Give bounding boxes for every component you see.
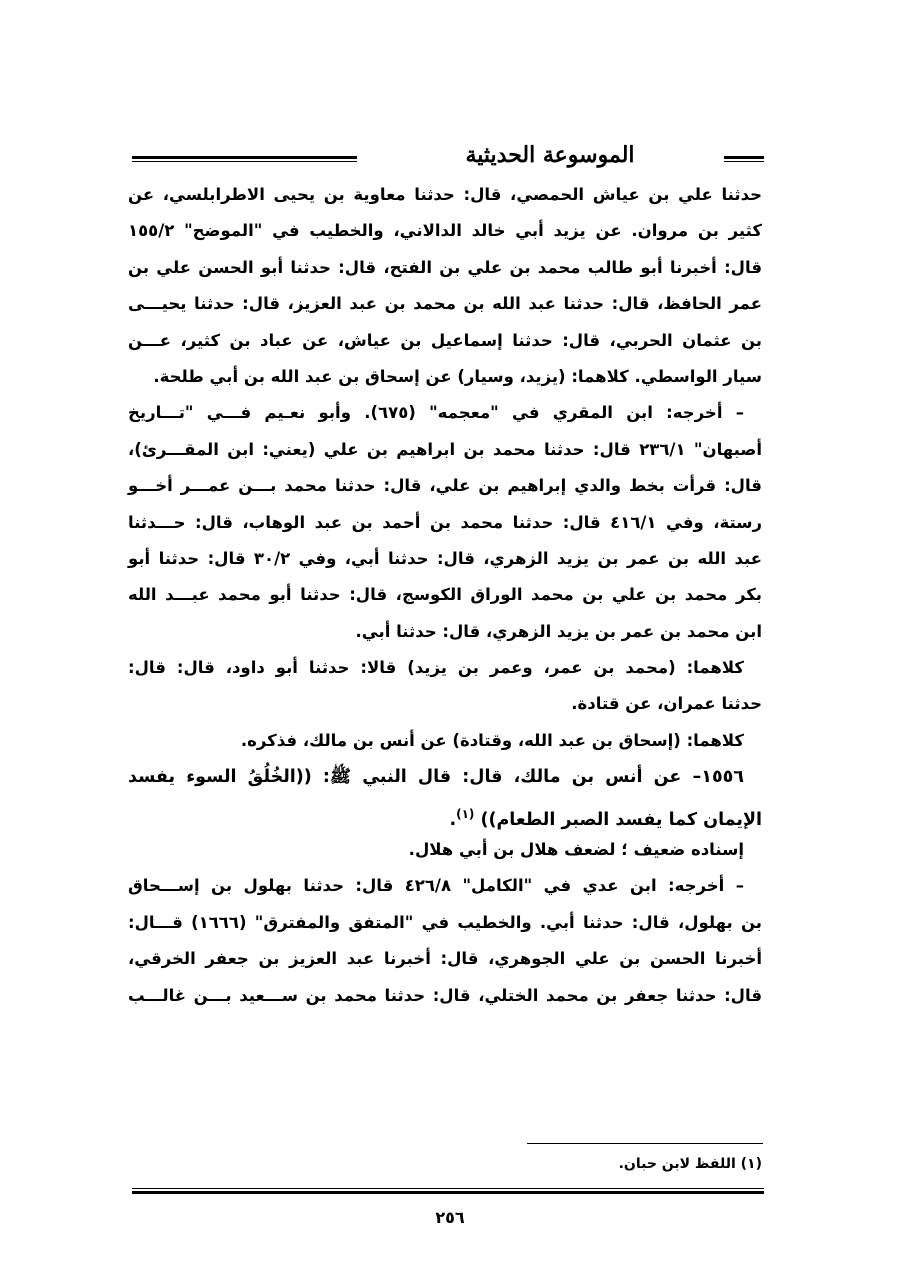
- text-line: رستة، وفي ٤١٦/١ قال: حدثنا محمد بن أحمد بن عبد الوهاب، قال: حـــدثنا: [128, 512, 763, 532]
- text-line: بكر محمد بن علي بن محمد الوراق الكوسج، قال: حدثنا أبو محمد عبـــد الله: [128, 585, 762, 605]
- text-line: أصبهان" ٢٣٦/١ قال: حدثنا محمد بن ابراهيم بن علي (يعني: ابن المقـــرئ)،: [128, 439, 762, 459]
- footer-rule: [132, 1188, 764, 1194]
- text-line: حدثنا علي بن عياش الحمصي، قال: حدثنا معاوية بن يحيى الاطرابلسي، عن: [128, 185, 762, 204]
- footnote-text: (١) اللفظ لابن حبان.: [618, 1156, 762, 1172]
- grading-line: إسناده ضعيف ؛ لضعف هلال بن أبي هلال.: [408, 840, 744, 860]
- text-line: سيار الواسطي. كلاهما: (يزيد، وسيار) عن إسحاق بن عبد الله بن أبي طلحة.: [153, 366, 762, 386]
- text-line: بن عثمان الحربي، قال: حدثنا إسماعيل بن عياش، عن عباد بن كثير، عـــن: [128, 330, 762, 350]
- footnote-separator: [527, 1143, 763, 1144]
- page-number: ٢٥٦: [435, 1208, 465, 1227]
- text-line: بن بهلول، قال: حدثنا أبي. والخطيب في "المتفق والمفترق" (١٦٦٦) قـــال:: [128, 912, 762, 932]
- text-line: كثير بن مروان. عن يزيد أبي خالد الدالاني، والخطيب في "الموضح" ١٥٥/٢: [128, 221, 762, 241]
- header-rule-right: [724, 156, 764, 162]
- page-header-title: الموسوعة الحديثية: [465, 142, 635, 168]
- text-line: أخبرنا الحسن بن علي الجوهري، قال: أخبرنا عبد العزيز بن جعفر الخرقي،: [128, 949, 762, 969]
- text-line: عبد الله بن عمر بن يزيد الزهري، قال: حدثنا أبي، وفي ٣٠/٢ قال: حدثنا أبو: [128, 548, 762, 568]
- text-line: قال: حدثنا جعفر بن محمد الختلي، قال: حدثنا محمد بن ســـعيد بـــن غالـــب: [128, 985, 762, 1005]
- text-line: قال: أخبرنا أبو طالب محمد بن علي بن الفتح، قال: حدثنا أبو الحسن علي بن: [128, 257, 762, 277]
- hadith-text: الإيمان كما يفسد الصبر الطعام)): [480, 809, 762, 830]
- header-rule-left: [132, 156, 357, 162]
- footnote-marker: (١): [456, 806, 475, 821]
- text-line: – أخرجه: ابن المقري في "معجمه" (٦٧٥). وأبو نعـيم فـــي "تـــاريخ: [128, 403, 744, 423]
- body-text: [128, 177, 762, 1014]
- text-line: حدثنا عمران، عن قتادة.: [571, 694, 762, 714]
- text-line: قال: قرأت بخط والدي إبراهيم بن علي، قال: حدثنا محمد بـــن عمـــر أخـــو: [128, 476, 762, 496]
- hadith-line: ١٥٥٦– عن أنس بن مالك، قال: قال النبي ﷺ: ((الخُلُقُ السوء يفسد: [128, 767, 744, 788]
- text-line: عمر الحافظ، قال: حدثنا عبد الله بن محمد بن عبد العزيز، قال: حدثنا يحيـــى: [128, 294, 762, 314]
- text-line: كلاهما: (محمد بن عمر، وعمر بن يزيد) قالا: حدثنا أبو داود، قال: قال:: [128, 658, 744, 678]
- text-line: – أخرجه: ابن عدي في "الكامل" ٤٢٦/٨ قال: حدثنا بهلول بن إســـحاق: [128, 876, 744, 896]
- text-line: كلاهما: (إسحاق بن عبد الله، وقتادة) عن أنس بن مالك، فذكره.: [240, 730, 744, 750]
- hadith-line: الإيمان كما يفسد الصبر الطعام)) $^{(١)}$.: [449, 806, 762, 830]
- text-line: ابن محمد بن عمر بن يزيد الزهري، قال: حدثنا أبي.: [355, 621, 762, 641]
- page-header: [132, 142, 764, 176]
